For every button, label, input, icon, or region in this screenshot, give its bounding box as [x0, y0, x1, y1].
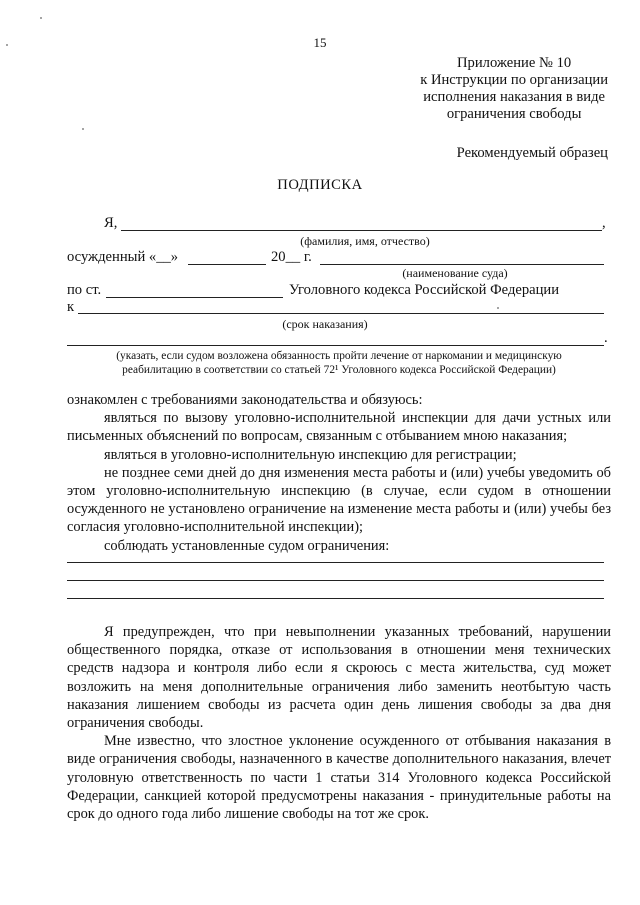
to-label: к	[67, 299, 75, 315]
year-label: 20__ г.	[271, 249, 312, 265]
fio-field[interactable]	[121, 230, 602, 231]
court-field[interactable]	[320, 264, 604, 265]
scan-speck	[40, 17, 42, 19]
treatment-end-period: .	[604, 330, 608, 346]
article-label: по ст.	[67, 282, 102, 298]
restriction-line[interactable]	[67, 580, 604, 581]
obligations-block	[67, 391, 611, 555]
sample-note: Рекомендуемый образец	[456, 145, 608, 161]
restriction-line[interactable]	[67, 562, 604, 563]
scan-speck	[82, 128, 84, 130]
treatment-caption-line1: (указать, если судом возложена обязанность пройти лечение от наркомании и медицинскую	[116, 350, 562, 362]
obligation-item: соблюдать установленные судом ограничения:	[104, 537, 390, 554]
warning-block	[67, 623, 611, 823]
obligation-item: являться в уголовно-исполнительную инспекцию для регистрации;	[104, 446, 517, 463]
restriction-line[interactable]	[67, 598, 604, 599]
treatment-caption-line2: реабилитацию в соответствии со статьей 72¹ Уголовного кодекса Российской Федерации)	[122, 364, 556, 376]
fio-end-comma: ,	[602, 215, 606, 231]
appendix-block	[420, 55, 608, 123]
appendix-line: Приложение № 10	[457, 55, 572, 71]
code-label: Уголовного кодекса Российской Федерации	[289, 282, 560, 298]
treatment-field[interactable]	[67, 345, 604, 346]
court-caption: (наименование суда)	[402, 266, 508, 280]
i-label: Я,	[104, 215, 118, 231]
obligation-item: являться по вызову уголовно-исполнительной инспекции для дачи устных или письменных объяснений по вопросам, связанным с отбыванием мною наказания;	[67, 410, 611, 445]
appendix-line: исполнения наказания в виде	[423, 89, 605, 105]
scan-speck	[497, 307, 499, 309]
convicted-label: осужденный «__»	[67, 249, 179, 265]
appendix-line: к Инструкции по организации	[420, 72, 608, 88]
term-caption: (срок наказания)	[282, 317, 368, 331]
obligations-intro: ознакомлен с требованиями законодательства и обязуюсь:	[67, 392, 423, 408]
date-month-field[interactable]	[188, 264, 266, 265]
term-field[interactable]	[78, 313, 604, 314]
warning-paragraph: Мне известно, что злостное уклонение осужденного от отбывания наказания в виде ограничения свободы, назначенного в качестве дополнительного наказания, влечет уголовную ответственность по части 1 статьи 314 Уголовного кодекса Российской Федерации, санкцией которой предусмотрены наказания - принудительные работы на срок до одного года либо лишение свободы на тот же срок.	[67, 733, 611, 823]
obligation-item: не позднее семи дней до дня изменения места работы и (или) учебы уведомить об этом уголовно-исполнительную инспекцию (в случае, если судом в отношении осужденного не установлено ограничение на изменение места работы и (или) учебы без согласия уголовно-исполнительной инспекции);	[67, 464, 611, 536]
page-number: 15	[313, 35, 327, 50]
appendix-line: ограничения свободы	[446, 106, 582, 122]
warning-paragraph: Я предупрежден, что при невыполнении указанных требований, нарушении общественного порядка, отказе от использования в отношении меня технических средств надзора и контроля либо если я скроюсь с места жительства, суд может возложить на меня дополнительные ограничения либо заменить неотбытую часть наказания лишением свободы из расчета один день лишения свободы за два дня ограничения свободы.	[67, 624, 611, 732]
fio-caption: (фамилия, имя, отчество)	[300, 234, 430, 248]
article-field[interactable]	[106, 297, 283, 298]
page-title: ПОДПИСКА	[277, 177, 363, 193]
